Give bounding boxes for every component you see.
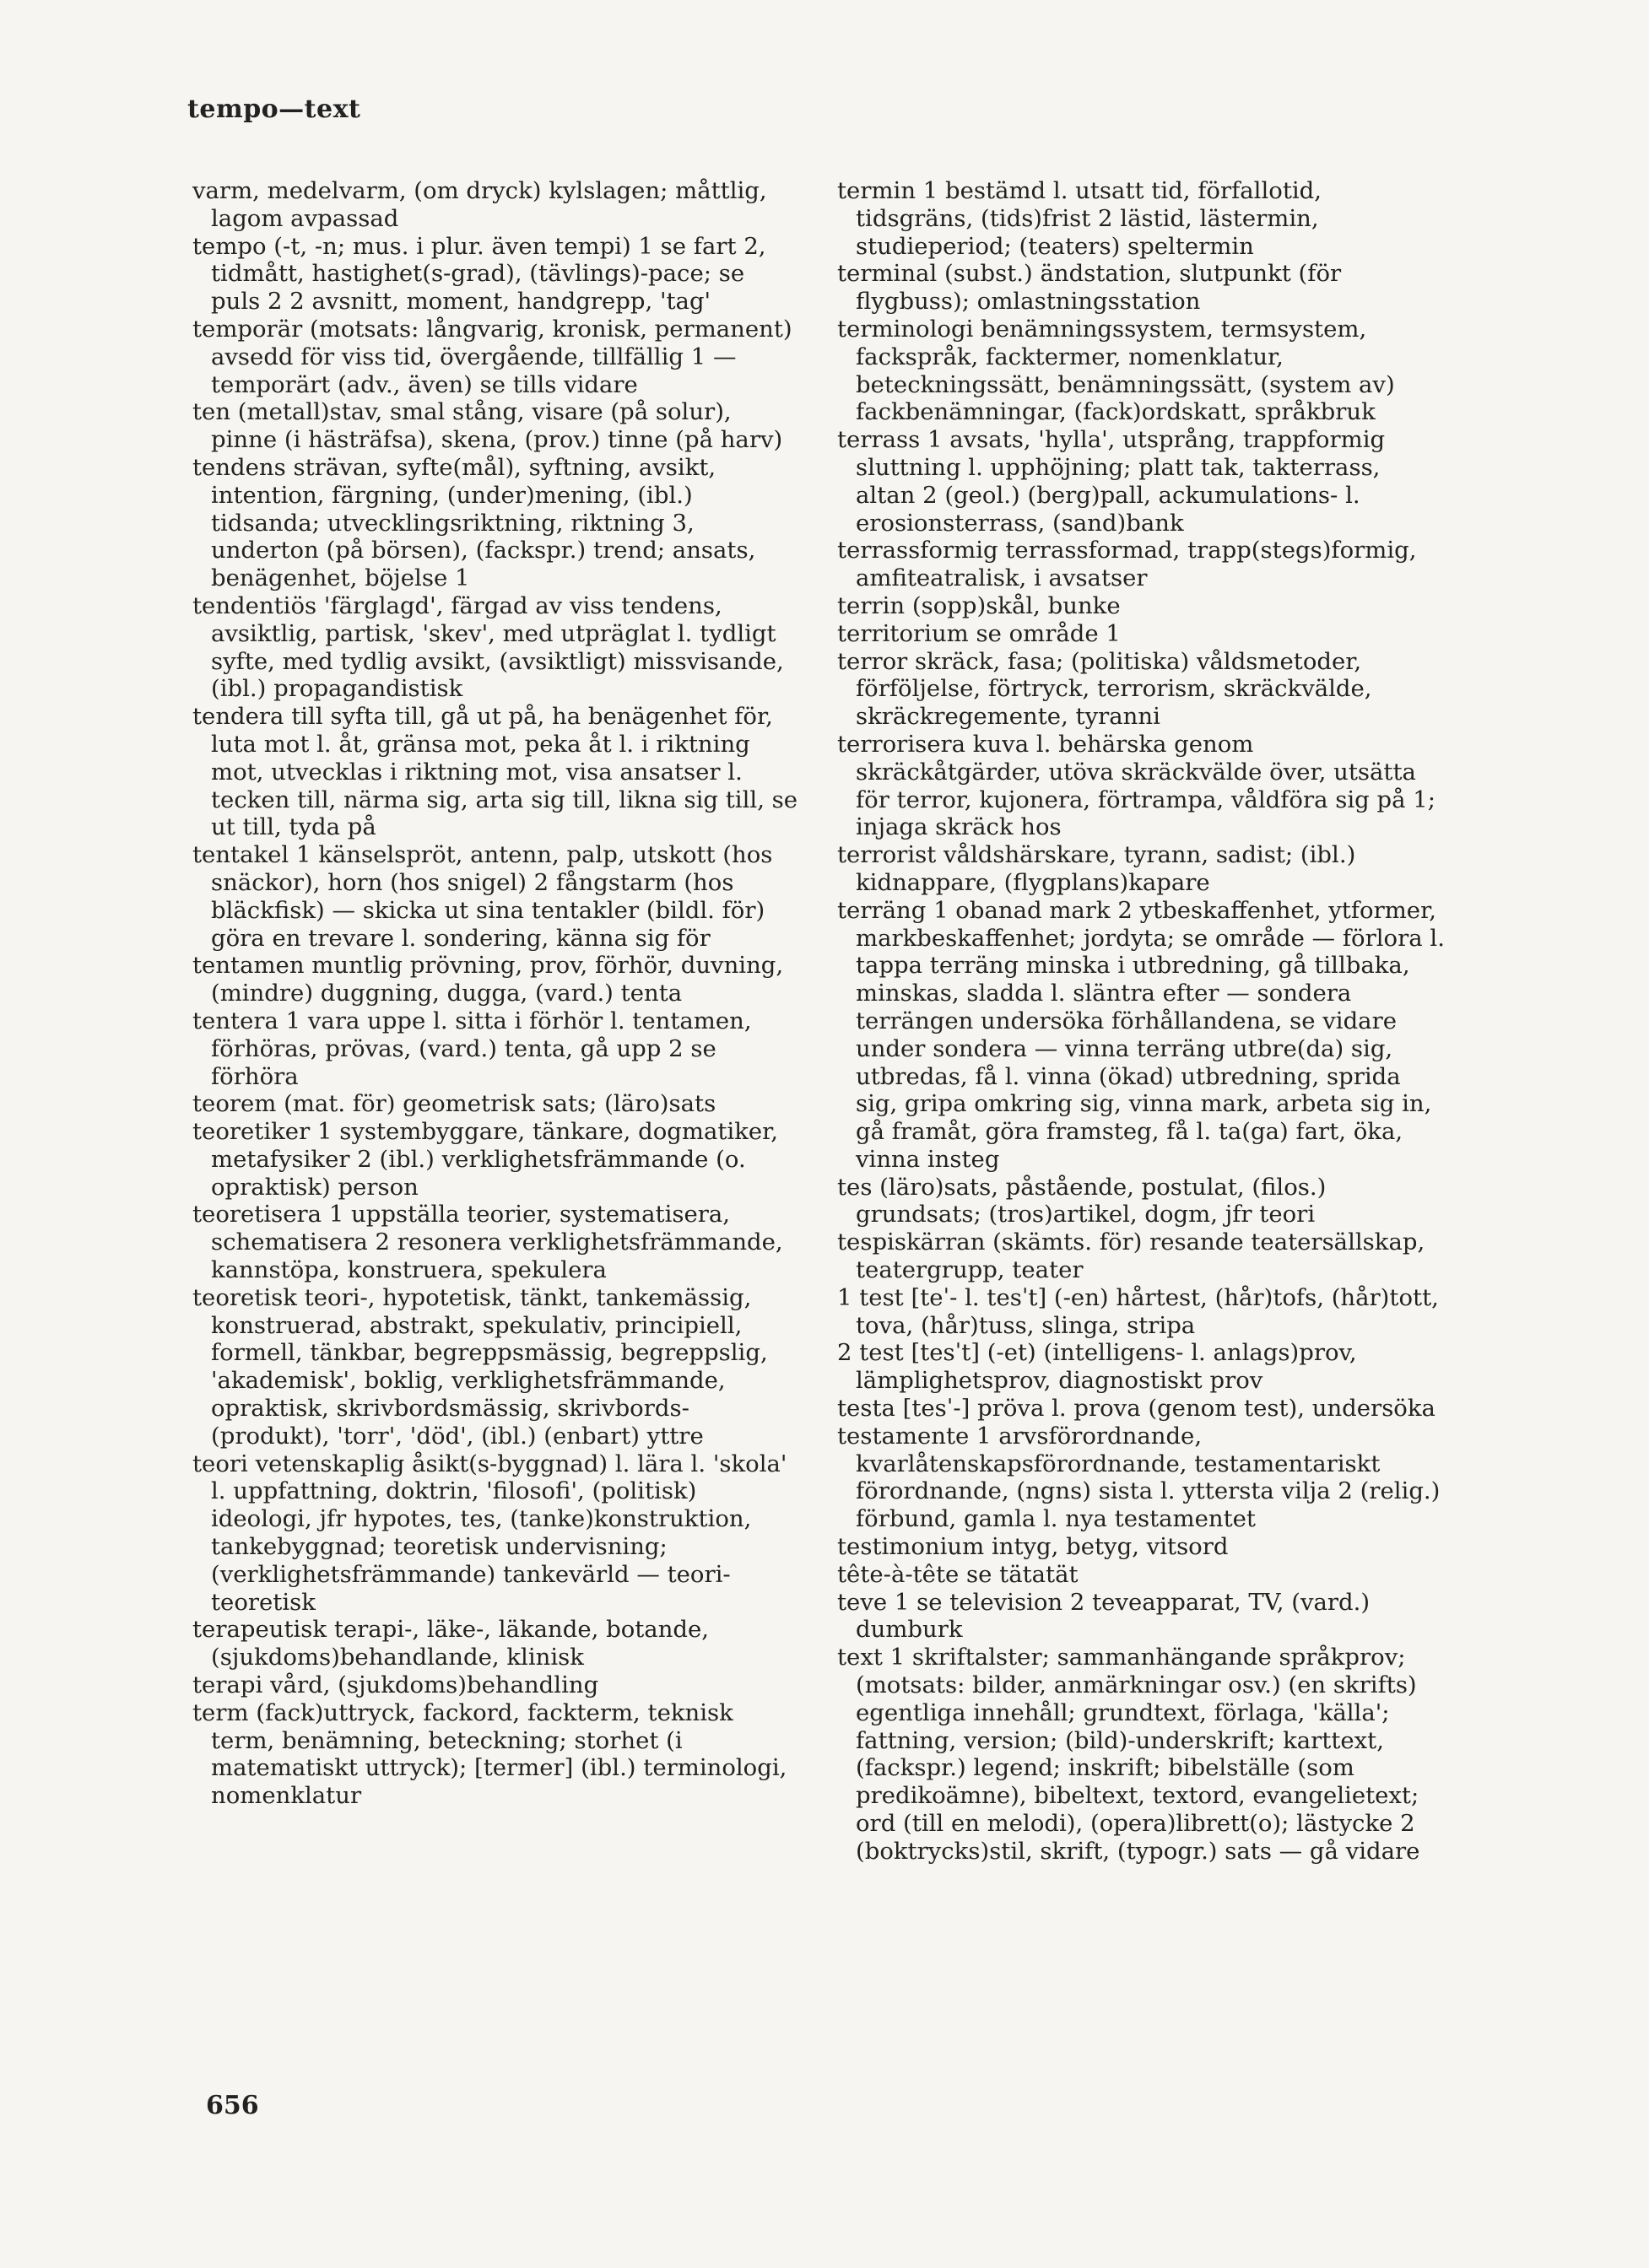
entry: teoretiker 1 systembyggare, tänkare, dogmatiker, metafysiker 2 (ibl.) verklighetsfrämmande (o. opraktisk) person <box>192 1118 779 1201</box>
entry: tendentiös 'färglagd', färgad av viss tendens, avsiktlig, partisk, 'skev', med utpräglat l. tydligt syfte, med tydlig avsikt, (avsiktligt) missvisande, (ibl.) propagandistisk <box>192 591 784 703</box>
entry: tentakel 1 känselspröt, antenn, palp, utskott (hos snäckor), horn (hos snigel) 2 fångstarm (hos bläckfisk) — skicka ut sina tentakler (bildl. för) göra en trevare l. sondering, känna sig för <box>192 841 773 952</box>
entry: temporär (motsats: långvarig, kronisk, permanent) avsedd för viss tid, övergående, tillfällig 1 — temporärt (adv., även) se tills vidare <box>192 315 792 398</box>
entry: tentamen muntlig prövning, prov, förhör, duvning, (mindre) duggning, dugga, (vard.) tenta <box>192 952 784 1007</box>
entry: terrorisera kuva l. behärska genom skräckåtgärder, utöva skräckvälde över, utsätta för terror, kujonera, förtrampa, våldföra sig på 1; injaga skräck hos <box>837 730 1436 841</box>
entry: teoretisera 1 uppställa teorier, systematisera, schematisera 2 resonera verklighetsfrämmande, kannstöpa, konstruera, spekulera <box>192 1201 783 1284</box>
entry: terapi vård, (sjukdoms)behandling <box>192 1671 599 1699</box>
entry: terror skräck, fasa; (politiska) våldsmetoder, förföljelse, förtryck, terrorism, skräckvälde, skräckregemente, tyranni <box>837 647 1372 731</box>
entry: terrass 1 avsats, 'hylla', utsprång, trappformig sluttning l. upphöjning; platt tak, takterrass, altan 2 (geol.) (berg)pall, ackumulations- l. erosionsterrass, (sand)bank <box>837 426 1386 537</box>
right-column <box>837 177 1445 1866</box>
entry: text 1 skriftalster; sammanhängande språkprov; (motsats: bilder, anmärkningar osv.) (en skrifts) egentliga innehåll; grundtext, förlaga, 'källa'; fattning, version; (bild)-underskrift; karttext, (fackspr.) legend; inskrift; bibelställe (som predikoämne), bibeltext, textord, evangelietext; ord (till en melodi), (opera)librett(o); lästycke 2 (boktrycks)stil, skrift, (typogr.) sats — gå vidare <box>837 1644 1420 1865</box>
entry: teori vetenskaplig åsikt(s-byggnad) l. lära l. 'skola' l. uppfattning, doktrin, 'filosofi', (politisk) ideologi, jfr hypotes, tes, (tanke)konstruktion, tankebyggnad; teoretisk undervisning; (verklighetsfrämmande) tankevärld — teori- teoretisk <box>192 1450 787 1616</box>
entry: varm, medelvarm, (om dryck) kylslagen; måttlig, lagom avpassad <box>192 177 767 232</box>
entry: testamente 1 arvsförordnande, kvarlåtenskapsförordnande, testamentariskt förordnande, (ngns) sista l. yttersta vilja 2 (relig.) förbund, gamla l. nya testamentet <box>837 1422 1441 1533</box>
left-column <box>192 177 800 1810</box>
entry: term (fack)uttryck, fackord, fackterm, teknisk term, benämning, beteckning; storhet (i matematiskt uttryck); [termer] (ibl.) terminologi, nomenklatur <box>192 1698 787 1810</box>
entry: termin 1 bestämd l. utsatt tid, förfallotid, tidsgräns, (tids)frist 2 lästid, lästermin, studieperiod; (teaters) speltermin <box>837 177 1322 260</box>
page-number: 656 <box>206 2091 259 2120</box>
entry: 2 test [tesˈt] (-et) (intelligens- l. anlags)prov, lämplighetsprov, diagnostiskt prov <box>837 1339 1357 1395</box>
entry: teoretisk teori-, hypotetisk, tänkt, tankemässig, konstruerad, abstrakt, spekulativ, principiell, formell, tänkbar, begreppsmässig, begreppslig, 'akademisk', boklig, verklighetsfrämmande, opraktisk, skrivbordsmässig, skrivbords-(produkt), 'torr', 'död', (ibl.) (enbart) yttre <box>192 1283 768 1450</box>
running-head: tempo—text <box>187 94 361 124</box>
entry: testimonium intyg, betyg, vitsord <box>837 1533 1229 1561</box>
entry: terrorist våldshärskare, tyrann, sadist; (ibl.) kidnappare, (flygplans)kapare <box>837 841 1356 896</box>
entry: tespiskärran (skämts. för) resande teatersällskap, teatergrupp, teater <box>837 1228 1425 1284</box>
entry: tendera till syfta till, gå ut på, ha benägenhet för, luta mot l. åt, gränsa mot, peka åt l. i riktning mot, utvecklas i riktning mot, visa ansatser l. tecken till, närma sig, arta sig till, likna sig till, se ut till, tyda på <box>192 703 798 841</box>
entry: tentera 1 vara uppe l. sitta i förhör l. tentamen, förhöras, prövas, (vard.) tenta, gå upp 2 se förhöra <box>192 1007 752 1090</box>
entry: tendens strävan, syfte(mål), syftning, avsikt, intention, färgning, (under)mening, (ibl.) tidsanda; utvecklingsriktning, riktning 3, underton (på börsen), (fackspr.) trend; ansats, benägenhet, böjelse 1 <box>192 453 756 592</box>
entry: terminal (subst.) ändstation, slutpunkt (för flygbuss); omlastningsstation <box>837 260 1342 316</box>
entry: 1 test [teˈ- l. tesˈt] (-en) hårtest, (hår)tofs, (hår)tott, tova, (hår)tuss, slinga, stripa <box>837 1283 1439 1339</box>
entry: tête-à-tête se tätatät <box>837 1560 1079 1588</box>
entry: terrin (sopp)skål, bunke <box>837 591 1121 619</box>
entry: teorem (mat. för) geometrisk sats; (läro)sats <box>192 1090 716 1118</box>
entry: terrassformig terrassformad, trapp(stegs)formig, amfiteatralisk, i avsatser <box>837 537 1417 592</box>
entry: teve 1 se television 2 teveapparat, TV, (vard.) dumburk <box>837 1588 1371 1644</box>
entry: terapeutisk terapi-, läke-, läkande, botande, (sjukdoms)behandlande, klinisk <box>192 1616 710 1671</box>
entry: territorium se område 1 <box>837 619 1121 647</box>
entry: testa [tesˈ-] pröva l. prova (genom test), undersöka <box>837 1395 1435 1423</box>
entry: tempo (-t, -n; mus. i plur. även tempi) 1 se fart 2, tidmått, hastighet(s-grad), (tävlings)-pace; se puls 2 2 avsnitt, moment, handgrepp, 'tag' <box>192 232 766 316</box>
entry: terräng 1 obanad mark 2 ytbeskaffenhet, ytformer, markbeskaffenhet; jordyta; se område — förlora l. tappa terräng minska i utbredning, gå tillbaka, minskas, sladda l. släntra efter — sondera terrängen undersöka förhållandena, se vidare under sondera — vinna terräng utbre(da) sig, utbredas, få l. vinna (ökad) utbredning, sprida sig, gripa omkring sig, vinna mark, arbeta sig in, gå framåt, göra framsteg, få l. ta(ga) fart, öka, vinna insteg <box>837 896 1445 1173</box>
entry: ten (metall)stav, smal stång, visare (på solur), pinne (i hästräfsa), skena, (prov.) tinne (på harv) <box>192 398 783 454</box>
entry: tes (läro)sats, påstående, postulat, (filos.) grundsats; (tros)artikel, dogm, jfr teori <box>837 1173 1327 1228</box>
entry: terminologi benämningssystem, termsystem, fackspråk, facktermer, nomenklatur, beteckningssätt, benämningssätt, (system av) fackbenämningar, (fack)ordskatt, språkbruk <box>837 315 1395 426</box>
